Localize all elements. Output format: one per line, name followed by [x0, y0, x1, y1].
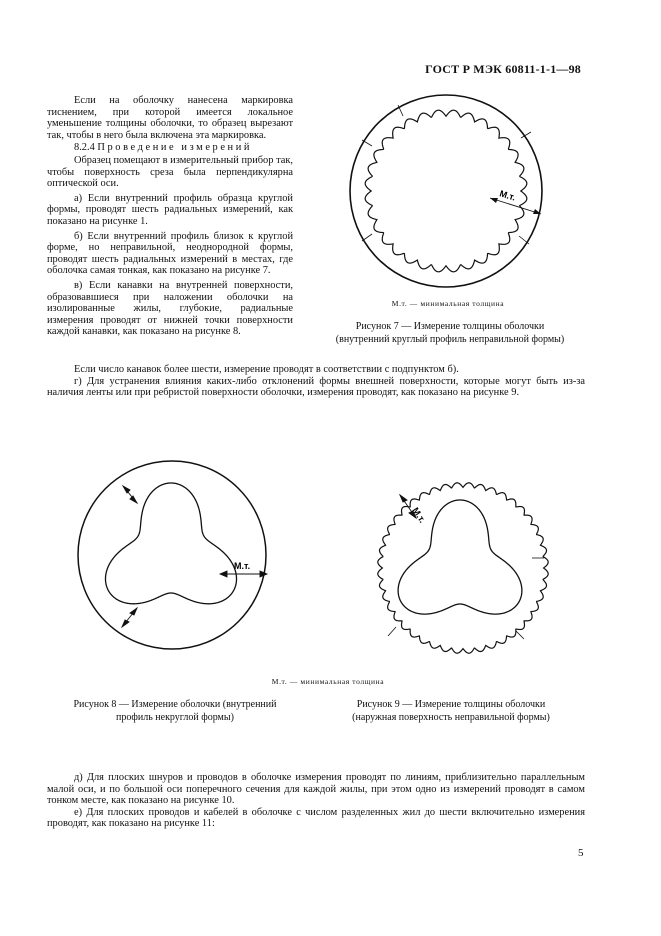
figure-7-diagram: [343, 88, 553, 293]
figure-7-caption-subtitle: (внутренний круглый профиль неправильной формы): [335, 333, 565, 345]
section-heading: [47, 142, 293, 154]
paragraph-grooves-count: Если число канавок более шести, измерение проводят в соответствии с подпунктом б).: [74, 364, 459, 375]
paragraph-b: б) Если внутренний профиль близок к круглой форме, но неправильной, неоднородной формы, проводят шесть радиальных измерений в местах, где оболочка самая тонкая, как показано на рисунке 7.: [47, 230, 293, 277]
figure-8-caption-subtitle: профиль некруглой формы): [116, 711, 234, 723]
left-text-column: [47, 95, 293, 338]
figure-7-marks: [362, 105, 531, 244]
figure-9-wavy-outer-profile: [378, 483, 548, 653]
paragraph-e: е) Для плоских проводов и кабелей в оболочке с числом разделенных жил до шести включительно измерения проводят, как показано на рисунке 11:: [47, 806, 585, 830]
paragraph-a: а) Если внутренний профиль образца круглой формы, проводят шесть радиальных измерений, как показано на рисунке 1.: [47, 192, 293, 227]
section-title: Проведение измерений: [97, 142, 253, 154]
page-number: 5: [578, 847, 584, 859]
standard-number: ГОСТ Р МЭК 60811-1-1—98: [425, 62, 581, 76]
figure-7-label: М.т.: [498, 188, 517, 203]
full-width-text: [47, 364, 585, 399]
paragraph-d: д) Для плоских шнуров и проводов в оболочке измерения проводят по линиям, приблизительно параллельным малой оси, и по большой оси поперечного сечения для каждой жилы, при этом одно из измерений проводят в самом тонком месте, как показано на рисунке 10.: [47, 772, 585, 807]
paragraph-marking: Если на оболочку нанесена маркировка тиснением, при которой имеется локальное уменьшение толщины оболочки, то образец вырезают так, чтобы в него была включена эта маркировка.: [47, 95, 293, 141]
figure-7-dimension: [490, 188, 541, 214]
figure-9-label: М.т.: [410, 505, 428, 525]
bottom-text: [47, 772, 585, 830]
figure-7-caption-title: Рисунок 7 — Измерение толщины оболочки: [355, 321, 545, 332]
figures-legend: М.т. — минимальная толщина: [271, 677, 385, 686]
figure-9-diagram: [370, 478, 555, 658]
figure-8-label: М.т.: [234, 561, 251, 571]
figure-8-outer-circle: [78, 461, 266, 649]
figure-9-caption-subtitle: (наружная поверхность неправильной формы): [352, 711, 550, 723]
paragraph-v: в) Если канавки на внутренней поверхности, образовавшиеся при наложении оболочки на изолированные жилы, глубокие, радиальные измерения проводят от нижней точки поверхности каждой канавки, как показано на рисунке 8.: [47, 279, 293, 338]
figure-8-diagram: [74, 456, 274, 656]
figure-9-caption-title: Рисунок 9 — Измерение толщины оболочки: [356, 699, 546, 710]
figure-8-caption-title: Рисунок 8 — Измерение оболочки (внутренний: [73, 699, 277, 710]
figure-9-caption: [316, 699, 586, 724]
figure-8-caption: [40, 699, 310, 724]
paragraph-g: г) Для устранения влияния каких-либо отклонений формы внешней поверхности, которые могут быть из-за наличия ленты или при ребристой поверхности оболочки, измерения проводят, как показано на рисунке 9.: [47, 375, 585, 399]
section-number: 8.2.4: [74, 142, 95, 154]
figure-7-legend: М.т. — минимальная толщина: [391, 299, 505, 308]
figure-7-caption: [305, 321, 595, 346]
figure-8-trefoil-profile: [105, 483, 236, 604]
paragraph-sample: Образец помещают в измерительный прибор так, чтобы поверхность среза была перпендикулярна оптической оси.: [47, 154, 293, 190]
